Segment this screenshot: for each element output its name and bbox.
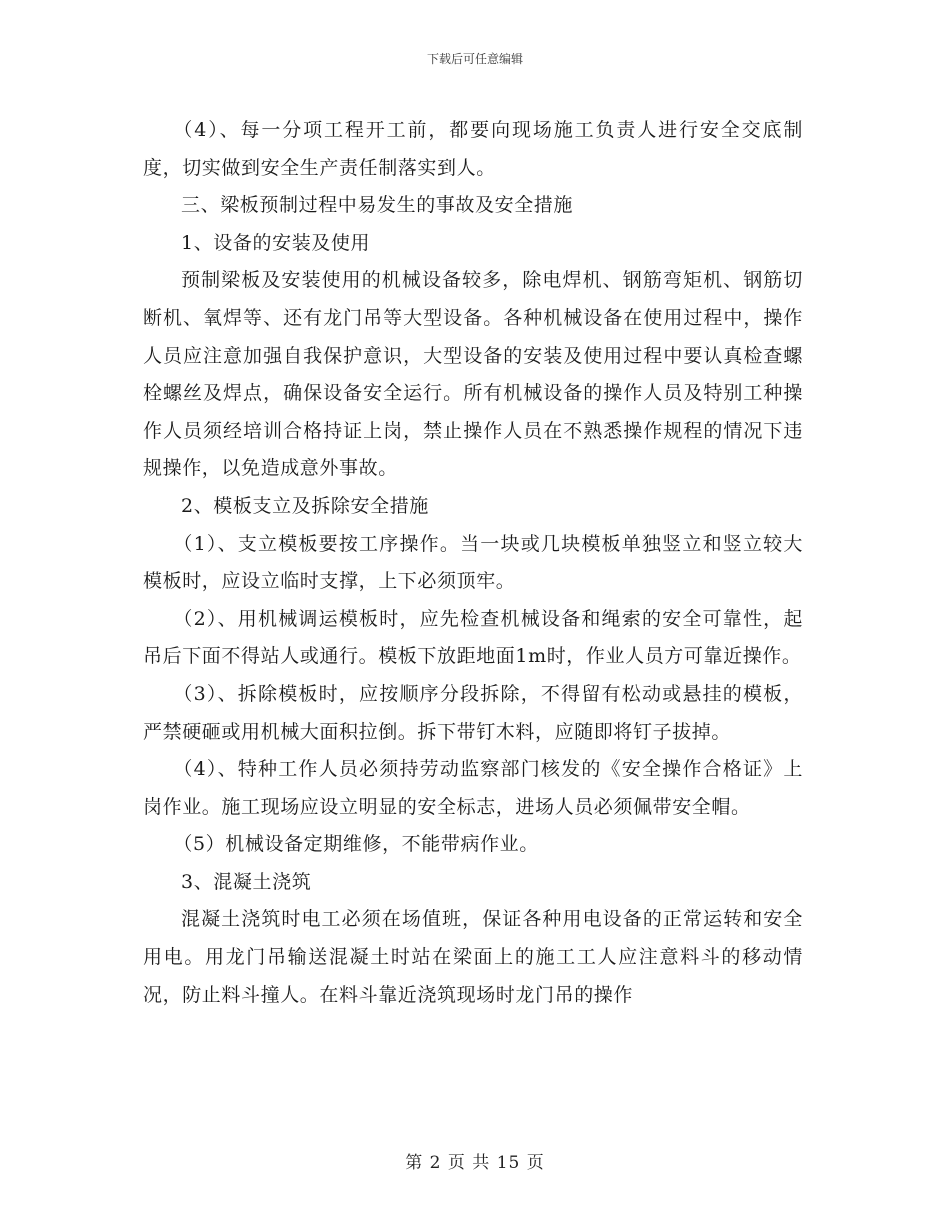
paragraph-item-4-handover: （4）、每一分项工程开工前，都要向现场施工负责人进行安全交底制度，切实做到安全生产责任制落实到人。 [143, 119, 803, 179]
paragraph-formwork-5: （5）机械设备定期维修，不能带病作业。 [173, 833, 539, 856]
subsection-heading-3: 3、混凝土浇筑 [181, 870, 312, 893]
paragraph-concrete: 混凝土浇筑时电工必须在场值班，保证各种用电设备的正常运转和安全用电。用龙门吊输送混凝土时站在梁面上的施工工人应注意料斗的移动情况，防止料斗撞人。在料斗靠近浇筑现场时龙门吊的操作 [143, 908, 803, 1006]
subsection-heading-1: 1、设备的安装及使用 [181, 231, 371, 254]
subsection-heading-2: 2、模板支立及拆除安全措施 [181, 494, 429, 517]
page-footer: 第 2 页 共 15 页 [405, 1153, 545, 1173]
paragraph-formwork-3: （3）、拆除模板时，应按顺序分段拆除，不得留有松动或悬挂的模板，严禁硬砸或用机械大面积拉倒。拆下带钉木料，应随即将钉子拔掉。 [143, 682, 803, 743]
section-heading-3: 三、梁板预制过程中易发生的事故及安全措施 [181, 194, 574, 217]
page-header: 下载后可任意编辑 [426, 52, 523, 66]
paragraph-formwork-2: （2）、用机械调运模板时，应先检查机械设备和绳索的安全可靠性，起吊后下面不得站人或通行。模板下放距地面1m时，作业人员方可靠近操作。 [143, 607, 803, 668]
paragraph-formwork-1: （1）、支立模板要按工序操作。当一块或几块模板单独竖立和竖立较大模板时，应设立临时支撑，上下必须顶牢。 [143, 532, 803, 593]
paragraph-equipment: 预制梁板及安装使用的机械设备较多，除电焊机、钢筋弯矩机、钢筋切断机、氧焊等、还有龙门吊等大型设备。各种机械设备在使用过程中，操作人员应注意加强自我保护意识，大型设备的安装及使用过程中要认真检查螺栓螺丝及焊点，确保设备安全运行。所有机械设备的操作人员及特别工种操作人员须经培训合格持证上岗，禁止操作人员在不熟悉操作规程的情况下违规操作，以免造成意外事故。 [143, 269, 803, 480]
paragraph-formwork-4: （4）、特种工作人员必须持劳动监察部门核发的《安全操作合格证》上岗作业。施工现场应设立明显的安全标志，进场人员必须佩带安全帽。 [143, 758, 803, 818]
document-body [143, 112, 803, 1014]
